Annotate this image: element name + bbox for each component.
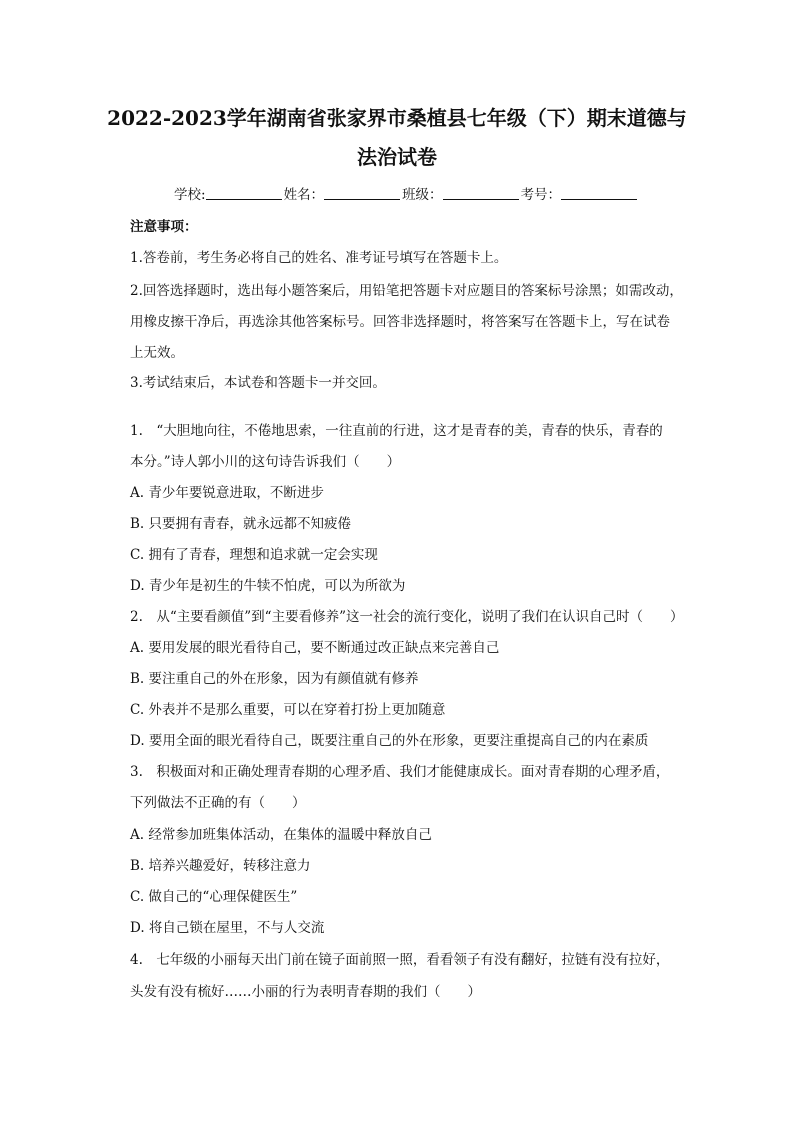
- question-2-stem: 2. 从“主要看颜值”到“主要看修养”这一社会的流行变化，说明了我们在认识自己时（ ）: [130, 609, 684, 625]
- question-3-option-d: D. 将自己锁在屋里，不与人交流: [130, 920, 325, 936]
- name-label: 姓名：: [283, 187, 325, 203]
- question-1-option-a: A. 青少年要锐意进取，不断进步: [130, 485, 324, 501]
- class-blank: [443, 185, 519, 200]
- question-2-option-c: C. 外表并不是那么重要，可以在穿着打扮上更加随意: [130, 702, 446, 718]
- question-3-option-c: C. 做自己的“心理保健医生”: [130, 889, 298, 905]
- question-2-option-d: D. 要用全面的眼光看待自己，既要注重自己的外在形象，更要注重提高自己的内在素质: [130, 733, 649, 749]
- notice-heading: 注意事项：: [130, 219, 198, 235]
- name-blank: [324, 185, 400, 200]
- question-3-option-b: B. 培养兴趣爱好，转移注意力: [130, 858, 311, 874]
- question-3-stem: 下列做法不正确的有（ ）: [130, 795, 306, 811]
- question-1-option-d: D. 青少年是初生的牛犊不怕虎，可以为所欲为: [130, 578, 406, 594]
- notice-item: 3.考试结束后，本试卷和答题卡一并交回。: [130, 375, 386, 391]
- student-info-row: [174, 185, 639, 205]
- question-1-option-b: B. 只要拥有青春，就永远都不知疲倦: [130, 516, 352, 532]
- notice-item: 用橡皮擦干净后，再选涂其他答案标号。回答非选择题时，将答案写在答题卡上，写在试卷: [130, 314, 670, 330]
- exam-title-line-2: 法治试卷: [357, 145, 437, 169]
- exam-title-line-1: 2022-2023学年湖南省张家界市桑植县七年级（下）期末道德与: [107, 106, 687, 130]
- question-3-stem: 3. 积极面对和正确处理青春期的心理矛盾、我们才能健康成长。面对青春期的心理矛盾，: [130, 764, 670, 780]
- class-label: 班级：: [402, 187, 443, 203]
- school-blank: [206, 185, 282, 200]
- question-3-option-a: A. 经常参加班集体活动，在集体的温暖中释放自己: [130, 827, 432, 843]
- school-label: 学校:: [174, 187, 206, 203]
- notice-item: 上无效。: [130, 345, 184, 361]
- question-1-stem: 1. “大胆地向往，不倦地思索，一往直前的行进，这才是青春的美，青春的快乐，青春的: [130, 423, 663, 439]
- exam-number-blank: [561, 185, 637, 200]
- exam-number-label: 考号：: [520, 187, 562, 203]
- question-4-stem: 4. 七年级的小丽每天出门前在镜子面前照一照，看看领子有没有翻好，拉链有没有拉好，: [130, 952, 670, 968]
- notice-item: 1.答卷前，考生务必将自己的姓名、准考证号填写在答题卡上。: [130, 250, 508, 266]
- question-2-option-b: B. 要注重自己的外在形象，因为有颜值就有修养: [130, 671, 419, 687]
- question-1-option-c: C. 拥有了青春，理想和追求就一定会实现: [130, 547, 378, 563]
- question-1-stem: 本分。”诗人郭小川的这句诗告诉我们（ ）: [130, 454, 401, 470]
- question-4-stem: 头发有没有梳好……小丽的行为表明青春期的我们（ ）: [130, 984, 481, 1000]
- notice-item: 2.回答选择题时，选出每小题答案后，用铅笔把答题卡对应题目的答案标号涂黑；如需改动，: [130, 283, 683, 299]
- question-2-option-a: A. 要用发展的眼光看待自己，要不断通过改正缺点来完善自己: [130, 640, 500, 656]
